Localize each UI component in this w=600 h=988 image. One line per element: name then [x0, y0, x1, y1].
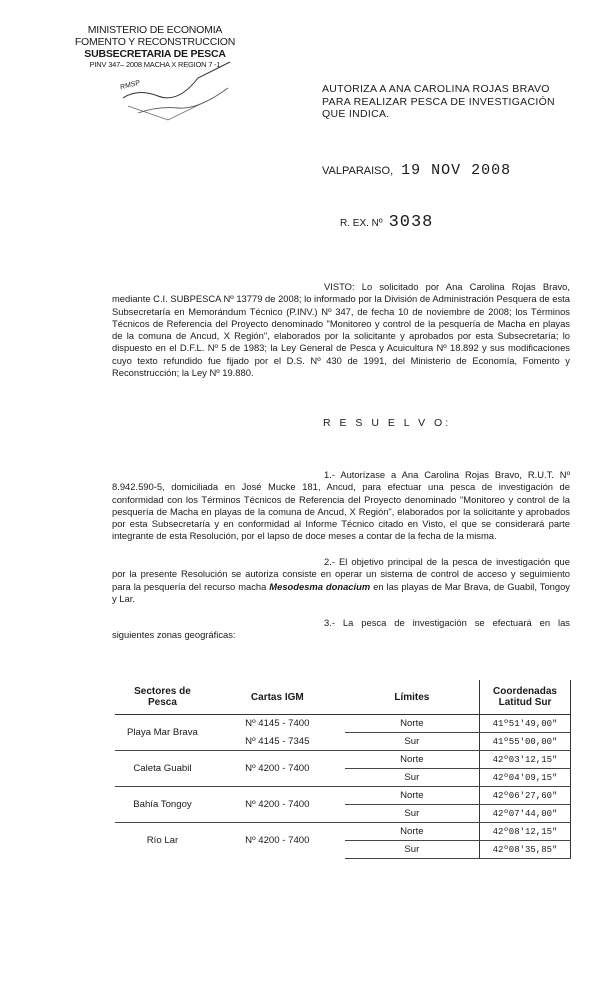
resolution-number-value: 3038 — [388, 213, 434, 232]
stamp-line-4: PINV 347– 2008 MACHA X REGION 7 -1 — [89, 60, 221, 69]
initials: RMSP — [119, 79, 141, 92]
carta-cell: Nº 4200 - 7400 — [210, 787, 345, 823]
table-header-row — [115, 680, 571, 715]
resuelvo-heading: R E S U E L V O: — [323, 417, 452, 429]
stamp-line-3: SUBSECRETARIA DE PESCA — [84, 48, 226, 60]
header-cartas: Cartas IGM — [210, 680, 345, 715]
table-row — [115, 823, 571, 841]
carta-cell: Nº 4145 - 7400 — [245, 718, 310, 730]
signature-scribble — [118, 58, 238, 128]
table-row — [115, 787, 571, 805]
limit-cell: Sur — [345, 841, 480, 859]
sector-cell: Río Lar — [146, 835, 179, 847]
carta-cell: Nº 4145 - 7345 — [210, 733, 345, 751]
zones-table — [115, 680, 571, 859]
latitude-cell: 42º06'27,60" — [480, 787, 571, 805]
limit-cell: Norte — [345, 715, 480, 733]
visto-paragraph: VISTO: Lo solicitado por Ana Carolina Rojas Bravo, mediante C.I. SUBPESCA Nº 13779 de 2008; lo informado por la División de Administración Pesquera de esta Subsecretaría en Memorándum Técnico (P.INV.) Nº 347, de fecha 10 de noviembre de 2008; los Términos Técnicos de Referencia del Proyecto denominado "Monitoreo y control de la pesquería de Macha en playas de la comuna de Ancud, X Región", elaborados por la solicitante y aprobados por esta Subsecretaría; lo dispuesto en el D.F.L. Nº 5 de 1983; la Ley General de Pesca y Acuicultura Nº 18.892 y sus modificaciones cuyo texto refundido fue fijado por el D.S. Nº 430 de 1991, del Ministerio de Economía, Fomento y Reconstrucción; la Ley Nº 19.880. — [112, 281, 570, 379]
carta-cell: Nº 4200 - 7400 — [245, 835, 310, 847]
limit-cell: Sur — [345, 805, 480, 823]
sector-cell: Playa Mar Brava — [115, 715, 210, 751]
item-2-text-end: en las playas de Mar Brava, de Guabil, Tongoy y Lar. — [112, 580, 570, 604]
document-subject: AUTORIZA A ANA CAROLINA ROJAS BRAVO PARA REALIZAR PESCA DE INVESTIGACIÓN QUE INDICA. — [322, 83, 555, 120]
species-name: Mesodesma donacium — [269, 580, 371, 592]
header-sector: Sectores de Pesca — [115, 680, 210, 715]
item-2-paragraph — [112, 556, 570, 605]
latitude-cell: 42º08'35,85" — [480, 841, 571, 859]
limit-cell: Norte — [345, 787, 480, 805]
item-3-paragraph: 3.- La pesca de investigación se efectuará en las siguientes zonas geográficas: — [112, 617, 570, 641]
sector-cell: Caleta Guabil — [115, 751, 210, 787]
table-row — [115, 715, 571, 733]
stamp-line-1: MINISTERIO DE ECONOMIA — [87, 24, 223, 36]
date-stamp: 19 NOV 2008 — [401, 162, 512, 179]
sector-cell: Bahía Tongoy — [115, 787, 210, 823]
item-1-paragraph: 1.- Autorízase a Ana Carolina Rojas Bravo, R.U.T. Nº 8.942.590-5, domiciliada en José Mucke 181, Ancud, para efectuar una pesca de investigación de conformidad con los Términos Técnicos de Referencia del Proyecto denominado "Monitoreo y control de la pesquería de Macha en playas de la comuna de Ancud, X Región", elaborados por la solicitante y aprobados por esta Subsecretaría y en conformidad al Informe Técnico citado en Visto, el que se considerará parte integrante de esta Resolución, por el lapso de doce meses a contar de la fecha de la misma. — [112, 469, 570, 542]
resolution-number — [340, 213, 433, 232]
latitude-cell: 41º51'49,00" — [480, 715, 571, 733]
header-limites: Límites — [345, 680, 480, 715]
latitude-cell: 42º08'12,15" — [480, 823, 571, 841]
item-2-text-start: 2.- El objetivo principal de la pesca de investigación que por la presente Resolución se autoriza consiste en operar un sistema de control de acceso y seguimiento para la pesquería del recurso macha — [112, 556, 570, 592]
latitude-cell: 42º07'44,00" — [480, 805, 571, 823]
resolution-label: R. EX. Nº — [340, 218, 383, 229]
limit-cell: Sur — [345, 769, 480, 787]
stamp-line-2: FOMENTO Y RECONSTRUCCION — [74, 36, 236, 48]
latitude-cell: 41º55'00,00" — [480, 733, 571, 751]
place-date — [322, 162, 511, 179]
limit-cell: Norte — [345, 823, 480, 841]
latitude-cell: 42º03'12,15" — [480, 751, 571, 769]
carta-cell: Nº 4200 - 7400 — [210, 751, 345, 787]
place: VALPARAISO, — [322, 165, 394, 177]
limit-cell: Sur — [345, 733, 480, 751]
header-coord: Coordenadas Latitud Sur — [480, 680, 571, 715]
table-row — [115, 751, 571, 769]
limit-cell: Norte — [345, 751, 480, 769]
latitude-cell: 42º04'09,15" — [480, 769, 571, 787]
